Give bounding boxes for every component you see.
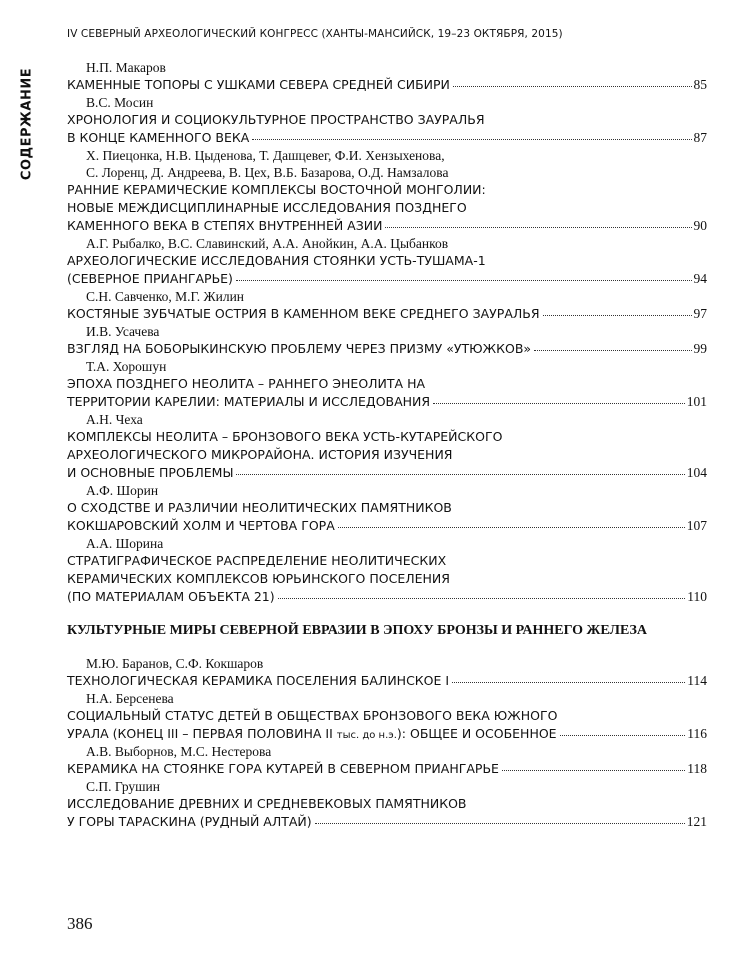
entry-authors: Т.А. Хорошун — [86, 359, 167, 374]
running-head: IV СЕВЕРНЫЙ АРХЕОЛОГИЧЕСКИЙ КОНГРЕСС (ХАНТЫ-МАНСИЙСК, 19–23 ОКТЯБРЯ, 2015) — [67, 28, 563, 40]
entry-title-line: РАННИЕ КЕРАМИЧЕСКИЕ КОМПЛЕКСЫ ВОСТОЧНОЙ МОНГОЛИИ: — [67, 182, 486, 197]
entry-authors: Х. Пиецонка, Н.В. Цыденова, Т. Дашцевег, Ф.И. Хензыхенова, — [86, 148, 445, 163]
dot-leader — [534, 349, 691, 351]
dot-leader — [433, 402, 685, 404]
dot-leader — [236, 279, 692, 281]
entry-title-text: ТЕХНОЛОГИЧЕСКАЯ КЕРАМИКА ПОСЕЛЕНИЯ БАЛИНСКОЕ I — [67, 673, 450, 688]
entry-title-last-line — [67, 270, 707, 288]
entry-title-text: КЕРАМИКА НА СТОЯНКЕ ГОРА КУТАРЕЙ В СЕВЕРНОМ ПРИАНГАРЬЕ — [67, 761, 499, 776]
entry-title-line: КОМПЛЕКСЫ НЕОЛИТА – БРОНЗОВОГО ВЕКА УСТЬ-КУТАРЕЙСКОГО — [67, 429, 503, 444]
entry-authors: А.Ф. Шорин — [86, 483, 159, 498]
side-label — [17, 59, 37, 189]
entry-title-line: СТРАТИГРАФИЧЕСКОЕ РАСПРЕДЕЛЕНИЕ НЕОЛИТИЧЕСКИХ — [67, 553, 447, 568]
entry-page-number: 116 — [687, 726, 707, 741]
dot-leader — [338, 526, 685, 528]
entry-title-last-line — [67, 760, 707, 778]
entry-page-number: 118 — [687, 761, 707, 776]
entry-title-last-line — [67, 129, 707, 147]
entry-title-line: НОВЫЕ МЕЖДИСЦИПЛИНАРНЫЕ ИССЛЕДОВАНИЯ ПОЗДНЕГО — [67, 200, 467, 215]
dot-leader — [452, 681, 685, 683]
title-part: УРАЛА (КОНЕЦ III – ПЕРВАЯ ПОЛОВИНА II — [67, 726, 337, 741]
entry-authors: М.Ю. Баранов, С.Ф. Кокшаров — [86, 656, 264, 671]
dot-leader — [278, 597, 686, 599]
entry-page-number: 114 — [687, 673, 707, 688]
entry-title-text: У ГОРЫ ТАРАСКИНА (РУДНЫЙ АЛТАЙ) — [67, 814, 312, 829]
toc-entry — [67, 59, 707, 94]
toc-entry — [67, 535, 707, 606]
entry-title-text: ТЕРРИТОРИИ КАРЕЛИИ: МАТЕРИАЛЫ И ИССЛЕДОВАНИЯ — [67, 394, 431, 409]
title-part: ): ОБЩЕЕ И ОСОБЕННОЕ — [396, 726, 557, 741]
entry-title-line: АРХЕОЛОГИЧЕСКИЕ ИССЛЕДОВАНИЯ СТОЯНКИ УСТЬ-ТУШАМА-1 — [67, 253, 486, 268]
toc-entry — [67, 94, 707, 147]
entry-title-text: КОСТЯНЫЕ ЗУБЧАТЫЕ ОСТРИЯ В КАМЕННОМ ВЕКЕ СРЕДНЕГО ЗАУРАЛЬЯ — [67, 306, 540, 321]
toc-entry — [67, 690, 707, 743]
dot-leader — [543, 314, 692, 316]
entry-authors: С.Н. Савченко, М.Г. Жилин — [86, 289, 245, 304]
toc-part-1 — [67, 59, 707, 606]
entry-authors: В.С. Мосин — [86, 95, 154, 110]
toc-entry — [67, 411, 707, 482]
entry-title-last-line — [67, 393, 707, 411]
entry-title-text: КАМЕННОГО ВЕКА В СТЕПЯХ ВНУТРЕННЕЙ АЗИИ — [67, 218, 383, 233]
entry-title-text: (СЕВЕРНОЕ ПРИАНГАРЬЕ) — [67, 271, 233, 286]
toc-entry — [67, 655, 707, 690]
entry-page-number: 97 — [693, 306, 707, 321]
entry-title-text: И ОСНОВНЫЕ ПРОБЛЕМЫ — [67, 465, 234, 480]
entry-page-number: 101 — [686, 394, 707, 409]
dot-leader — [315, 822, 685, 824]
toc-part-2 — [67, 655, 707, 831]
toc-entry — [67, 778, 707, 831]
dot-leader — [453, 85, 692, 87]
entry-title-text: В КОНЦЕ КАМЕННОГО ВЕКА — [67, 130, 250, 145]
entry-authors: А.Н. Чеха — [86, 412, 143, 427]
entry-page-number: 110 — [687, 589, 707, 604]
entry-title-text: (ПО МАТЕРИАЛАМ ОБЪЕКТА 21) — [67, 589, 275, 604]
entry-authors: С. Лоренц, Д. Андреева, В. Цех, В.Б. Базарова, О.Д. Намзалова — [86, 165, 449, 180]
entry-title-line: О СХОДСТВЕ И РАЗЛИЧИИ НЕОЛИТИЧЕСКИХ ПАМЯТНИКОВ — [67, 500, 452, 515]
entry-title-last-line — [67, 672, 707, 690]
toc-entry — [67, 323, 707, 358]
entry-page-number: 99 — [693, 341, 707, 356]
dot-leader — [385, 226, 691, 228]
entry-title-text: КОКШАРОВСКИЙ ХОЛМ И ЧЕРТОВА ГОРА — [67, 518, 335, 533]
entry-title-line: КЕРАМИЧЕСКИХ КОМПЛЕКСОВ ЮРЬИНСКОГО ПОСЕЛЕНИЯ — [67, 571, 450, 586]
entry-title-line: СОЦИАЛЬНЫЙ СТАТУС ДЕТЕЙ В ОБЩЕСТВАХ БРОНЗОВОГО ВЕКА ЮЖНОГО — [67, 708, 558, 723]
toc-entry — [67, 147, 707, 235]
toc-entry — [67, 743, 707, 778]
entry-title-last-line — [67, 217, 707, 235]
section-title: КУЛЬТУРНЫЕ МИРЫ СЕВЕРНОЙ ЕВРАЗИИ В ЭПОХУ БРОНЗЫ И РАННЕГО ЖЕЛЕЗА — [67, 623, 647, 638]
table-of-contents — [67, 59, 707, 831]
dot-leader — [502, 769, 685, 771]
toc-entry — [67, 235, 707, 288]
entry-authors: А.В. Выборнов, М.С. Нестерова — [86, 744, 272, 759]
entry-title-last-line — [67, 464, 707, 482]
entry-page-number: 87 — [693, 130, 707, 145]
entry-title-last-line — [67, 305, 707, 323]
toc-entry — [67, 288, 707, 323]
entry-page-number: 94 — [693, 271, 707, 286]
dot-leader — [252, 138, 691, 140]
entry-authors: А.А. Шорина — [86, 536, 164, 551]
entry-title-last-line — [67, 725, 707, 743]
dot-leader — [560, 734, 686, 736]
entry-page-number: 85 — [693, 77, 707, 92]
entry-title-text — [67, 725, 557, 745]
entry-authors: И.В. Усачева — [86, 324, 160, 339]
entry-title-last-line — [67, 340, 707, 358]
entry-page-number: 90 — [693, 218, 707, 233]
entry-title-text: КАМЕННЫЕ ТОПОРЫ С УШКАМИ СЕВЕРА СРЕДНЕЙ СИБИРИ — [67, 77, 450, 92]
entry-authors: Н.А. Берсенева — [86, 691, 174, 706]
entry-title-last-line — [67, 813, 707, 831]
entry-page-number: 107 — [686, 518, 707, 533]
title-small-part: тыс. до н.э. — [336, 730, 397, 741]
side-label-text: СОДЕРЖАНИЕ — [19, 67, 35, 181]
page-number: 386 — [67, 914, 93, 933]
entry-title-line: ХРОНОЛОГИЯ И СОЦИОКУЛЬТУРНОЕ ПРОСТРАНСТВО ЗАУРАЛЬЯ — [67, 112, 485, 127]
entry-authors: С.П. Грушин — [86, 779, 160, 794]
entry-page-number: 104 — [686, 465, 707, 480]
entry-title-text: ВЗГЛЯД НА БОБОРЫКИНСКУЮ ПРОБЛЕМУ ЧЕРЕЗ ПРИЗМУ «УТЮЖКОВ» — [67, 341, 532, 356]
entry-title-line: АРХЕОЛОГИЧЕСКОГО МИКРОРАЙОНА. ИСТОРИЯ ИЗУЧЕНИЯ — [67, 447, 453, 462]
entry-title-line: ИССЛЕДОВАНИЕ ДРЕВНИХ И СРЕДНЕВЕКОВЫХ ПАМЯТНИКОВ — [67, 796, 467, 811]
entry-title-last-line — [67, 588, 707, 606]
entry-authors: Н.П. Макаров — [86, 60, 166, 75]
dot-leader — [236, 473, 684, 475]
entry-title-last-line — [67, 76, 707, 94]
toc-entry — [67, 358, 707, 411]
entry-title-last-line — [67, 517, 707, 535]
entry-authors: А.Г. Рыбалко, В.С. Славинский, А.А. Анойкин, А.А. Цыбанков — [86, 236, 449, 251]
entry-page-number: 121 — [686, 814, 707, 829]
toc-entry — [67, 482, 707, 535]
entry-title-line: ЭПОХА ПОЗДНЕГО НЕОЛИТА – РАННЕГО ЭНЕОЛИТА НА — [67, 376, 426, 391]
